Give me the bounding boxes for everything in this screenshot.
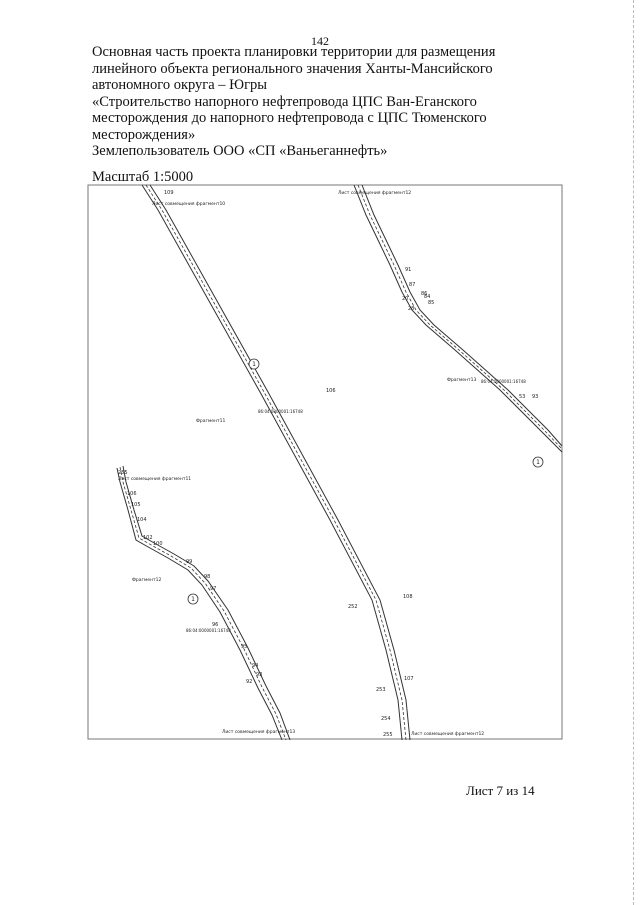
pipeline-corridor-right [354,185,562,452]
heading-line: линейного объекта регионального значения Ханты-Мансийского [92,60,493,77]
point-label: 108 [403,594,413,600]
sheet-counter: Лист 7 из 14 [466,783,535,798]
point-label: 53 [519,394,526,400]
heading-line: Основная часть проекта планировки территории для размещения [92,44,496,60]
point-label: 253 [376,687,386,693]
cadastral-label: 86:04:0000001:16748 [481,379,526,384]
point-label: 84 [424,294,431,300]
point-label: 255 [383,732,393,738]
land-user-line: Землепользователь ООО «СП «Ваньеганнефть» [92,143,388,159]
page-number: 142 [311,34,329,48]
point-label: 93 [532,394,539,400]
cadastral-label: 86:04:0000001:16748 [258,409,303,414]
point-label: 100 [153,541,163,547]
point-label: 105 [131,502,141,508]
fragment-label: Фрагмент13 [447,378,477,383]
heading-line: месторождения» [92,126,196,143]
sheet-label: Лист совмещения фрагмент13 [222,730,296,735]
point-label: 106 [127,491,137,497]
point-label: 94 [252,663,259,669]
point-label: 254 [381,716,391,722]
point-label: 109 [164,190,174,196]
point-label: 92 [246,679,253,685]
point-label: 104 [137,517,147,523]
point-label: 95 [241,644,248,650]
point-label: 93 [256,672,263,678]
heading-line: месторождения до напорного нефтепровода с ЦПС Тюменского [92,110,487,126]
point-label: 28 [408,306,415,312]
scan-edge [632,0,634,905]
point-label: 106 [326,388,336,394]
heading-line: «Строительство напорного нефтепровода ЦПС Ван-Еганского [92,93,477,110]
point-label: 255 [118,470,128,476]
fragment-label: Фрагмент11 [196,419,226,424]
pipeline-corridor-left [117,466,290,740]
map-frame [88,185,562,739]
marker-label: 1 [252,361,256,368]
map-scale: Масштаб 1:5000 [92,169,194,185]
point-label: 252 [348,604,358,610]
point-label: 86 [421,291,428,297]
point-label: 85 [428,300,435,306]
sheet-label: Лист совмещения фрагмент11 [118,477,192,482]
sheet-label: Лист совмещения фрагмент12 [338,191,412,196]
heading-line: автономного округа – Югры [92,77,268,93]
point-label: 96 [212,622,219,628]
point-label: 87 [409,282,416,288]
marker-label: 1 [191,596,195,603]
pipeline-corridor-main [142,185,410,740]
cadastral-label: 86:04:0000001:16748 [186,628,231,633]
point-label: 99 [186,559,193,565]
point-label: 97 [210,586,217,592]
point-label: 107 [404,676,414,682]
route-marker-1 [188,359,543,604]
point-label: 98 [204,574,211,580]
sheet-label: Лист совмещения фрагмент12 [411,732,485,737]
marker-label: 1 [536,459,540,466]
point-label: 20 [402,296,409,302]
fragment-label: Фрагмент12 [132,578,162,583]
point-label: 91 [405,267,412,273]
sheet-label: Лист совмещения фрагмент10 [152,202,226,207]
point-label: 102 [143,535,153,541]
